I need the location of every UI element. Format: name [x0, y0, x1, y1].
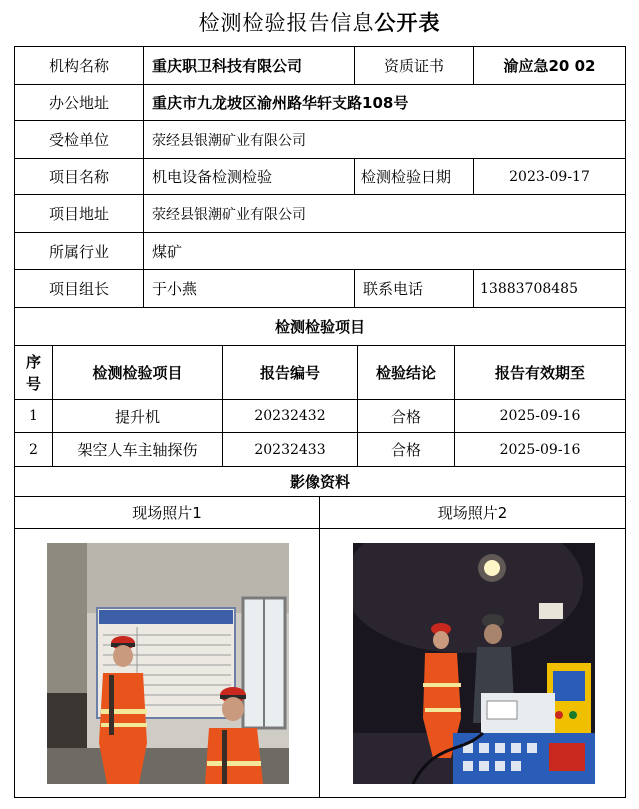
site-photo-1 [47, 543, 289, 784]
header-valid-until: 报告有效期至 [455, 346, 625, 400]
header-result: 检验结论 [358, 346, 455, 400]
row2-result: 合格 [358, 433, 455, 467]
org-label: 机构名称 [15, 47, 144, 85]
row2-item-name: 架空人车主轴探伤 [53, 433, 223, 467]
images-section-title: 影像资料 [15, 467, 625, 497]
date-value: 2023-09-17 [474, 159, 625, 195]
leader-value: 于小燕 [144, 270, 355, 308]
site-photo-2 [353, 543, 595, 784]
page-title [0, 8, 639, 38]
unit-label: 受检单位 [15, 121, 144, 159]
header-seq: 序号 [15, 346, 53, 400]
header-item-name: 检测检验项目 [53, 346, 223, 400]
items-section-title: 检测检验项目 [15, 308, 625, 346]
row1-valid-until: 2025-09-16 [455, 400, 625, 433]
phone-value: 13883708485 [474, 270, 625, 308]
header-report-number: 报告编号 [223, 346, 358, 400]
row1-result: 合格 [358, 400, 455, 433]
unit-value: 荥经县银潮矿业有限公司 [144, 121, 625, 159]
row2-report-number: 20232433 [223, 433, 358, 467]
report-table [14, 46, 626, 798]
org-value: 重庆职卫科技有限公司 [144, 47, 355, 85]
photo1-label: 现场照片1 [15, 497, 320, 529]
photo2-label: 现场照片2 [320, 497, 625, 529]
industry-value: 煤矿 [144, 233, 625, 270]
page-title-emphasis: 公开表 [374, 11, 441, 35]
site-value: 荥经县银潮矿业有限公司 [144, 195, 625, 233]
site-label: 项目地址 [15, 195, 144, 233]
row2-valid-until: 2025-09-16 [455, 433, 625, 467]
phone-label: 联系电话 [355, 270, 474, 308]
row2-seq: 2 [15, 433, 53, 467]
project-label: 项目名称 [15, 159, 144, 195]
row1-item-name: 提升机 [53, 400, 223, 433]
date-label: 检测检验日期 [355, 159, 474, 195]
addr-label: 办公地址 [15, 85, 144, 121]
row1-report-number: 20232432 [223, 400, 358, 433]
addr-value: 重庆市九龙坡区渝州路华轩支路108号 [144, 85, 625, 121]
cert-value: 渝应急20 02 [474, 47, 625, 85]
leader-label: 项目组长 [15, 270, 144, 308]
page-title-main: 检测检验报告信息 [198, 11, 375, 35]
industry-label: 所属行业 [15, 233, 144, 270]
cert-label: 资质证书 [355, 47, 474, 85]
row1-seq: 1 [15, 400, 53, 433]
project-value: 机电设备检测检验 [144, 159, 355, 195]
